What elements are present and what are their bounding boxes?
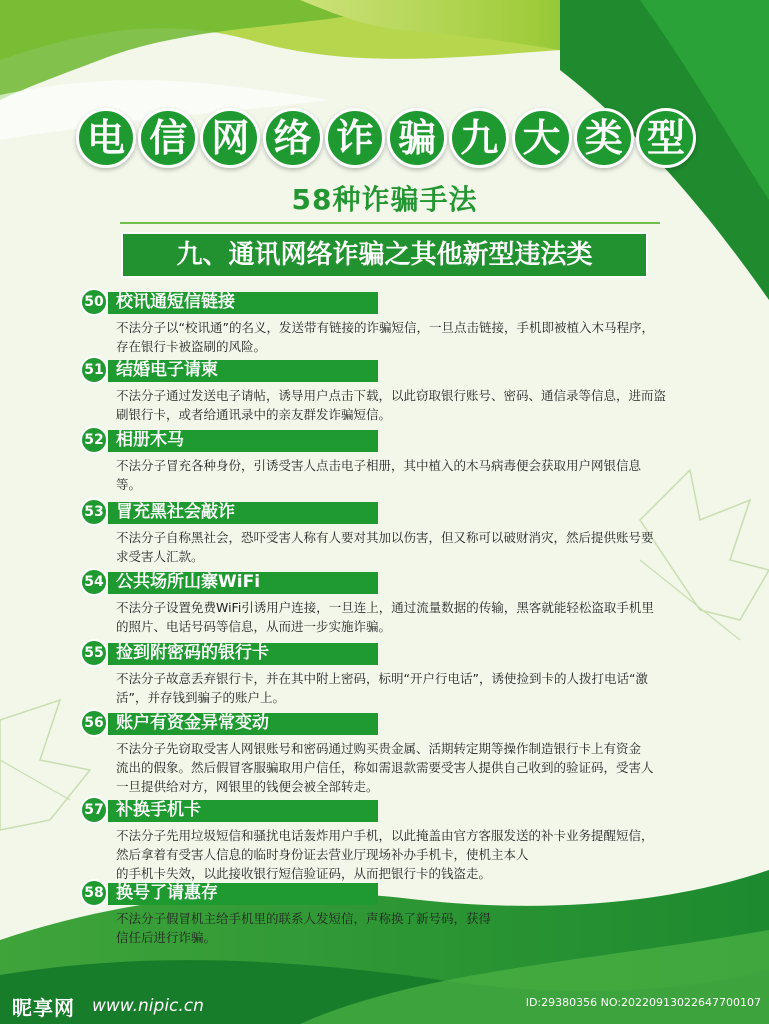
fraud-item (80, 796, 720, 883)
item-description (116, 598, 720, 636)
item-number-badge: 53 (80, 498, 108, 526)
item-number-badge: 51 (80, 356, 108, 384)
title-char: 网 (200, 108, 260, 168)
description-line: 不法分子故意丢弃银行卡，并在其中附上密码，标明“开户行电话”，诱使捡到卡的人拨打电话“激 (116, 671, 648, 686)
description-line: 求受害人汇款。 (116, 549, 204, 564)
watermark-id: ID:29380356 NO:20220913022647700107 (525, 996, 761, 1009)
description-line: 不法分子通过发送电子请帖，诱导用户点击下载，以此窃取银行账号、密码、通信录等信息，进而盗 (116, 388, 667, 403)
description-line: 不法分子先窃取受害人网银账号和密码通过购买贵金属、活期转定期等操作制造银行卡上有资金 (116, 741, 642, 756)
item-number-badge: 55 (80, 639, 108, 667)
item-description (116, 739, 720, 796)
description-line: 不法分子设置免费WiFi引诱用户连接，一旦连上，通过流量数据的传输，黑客就能轻松盗取手机里 (116, 600, 654, 615)
item-description (116, 386, 720, 424)
item-label: 结婚电子请柬 (116, 360, 218, 380)
description-line: 存在银行卡被盗刷的风险。 (116, 339, 267, 354)
item-number-badge: 52 (80, 426, 108, 454)
item-description (116, 456, 720, 494)
fraud-item (80, 426, 720, 494)
main-title (76, 108, 696, 168)
item-number-badge: 57 (80, 796, 108, 824)
fraud-item (80, 356, 720, 424)
description-line: 信任后进行诈骗。 (116, 930, 217, 945)
fraud-item (80, 568, 720, 636)
description-line: 活”，并存钱到骗子的账户上。 (116, 690, 285, 705)
item-label: 相册木马 (116, 430, 184, 450)
description-line: 等。 (116, 477, 142, 492)
item-description (116, 826, 720, 883)
watermark-url: www.nipic.cn (92, 996, 204, 1016)
title-char: 大 (512, 108, 572, 168)
description-line: 不法分子假冒机主给手机里的联系人发短信，声称换了新号码，获得 (116, 911, 492, 926)
item-number-badge: 54 (80, 568, 108, 596)
item-label: 冒充黑社会敲诈 (116, 502, 235, 522)
description-line: 流出的假象。然后假冒客服骗取用户信任，称如需退款需要受害人提供自己收到的验证码，受害人 (116, 760, 654, 775)
description-line: 不法分子先用垃圾短信和骚扰电话轰炸用户手机，以此掩盖由官方客服发送的补卡业务提醒短信， (116, 828, 654, 843)
fraud-item (80, 639, 720, 707)
item-description (116, 318, 720, 356)
item-label: 换号了请惠存 (116, 883, 218, 903)
section-title: 九、通讯网络诈骗之其他新型违法类 (121, 232, 648, 278)
item-label: 捡到附密码的银行卡 (116, 643, 269, 663)
item-description (116, 669, 720, 707)
fraud-item (80, 288, 720, 356)
title-char: 骗 (387, 108, 447, 168)
item-number-badge: 50 (80, 288, 108, 316)
description-line: 一旦提供给对方，网银里的钱便会被全部转走。 (116, 779, 379, 794)
item-description (116, 909, 720, 947)
title-char: 电 (76, 108, 136, 168)
title-char: 类 (574, 108, 634, 168)
item-number-badge: 56 (80, 709, 108, 737)
description-line: 不法分子以“校讯通”的名义，发送带有链接的诈骗短信，一旦点击链接，手机即被植入木马程序， (116, 320, 654, 335)
title-char: 诈 (325, 108, 385, 168)
item-label: 公共场所山寨WiFi (116, 572, 261, 592)
item-number-badge: 58 (80, 879, 108, 907)
title-char: 型 (636, 108, 696, 168)
description-line: 的照片、电话号码等信息，从而进一步实施诈骗。 (116, 619, 392, 634)
fraud-item (80, 879, 720, 947)
fraud-item (80, 709, 720, 796)
title-char: 络 (263, 108, 323, 168)
subtitle: 58种诈骗手法 (291, 183, 478, 216)
fraud-item (80, 498, 720, 566)
title-char: 九 (449, 108, 509, 168)
item-label: 校讯通短信链接 (116, 292, 235, 312)
title-char: 信 (138, 108, 198, 168)
item-description (116, 528, 720, 566)
description-line: 刷银行卡，或者给通讯录中的亲友群发诈骗短信。 (116, 407, 392, 422)
item-label: 补换手机卡 (116, 800, 201, 820)
description-line: 不法分子自称黑社会，恐吓受害人称有人要对其加以伤害，但又称可以破财消灾，然后提供账号要 (116, 530, 654, 545)
description-line: 的手机卡失效，以此接收银行短信验证码，从而把银行卡的钱盗走。 (116, 866, 492, 881)
item-label: 账户有资金异常变动 (116, 713, 269, 733)
watermark-logo: 昵享网 (12, 996, 75, 1020)
subtitle-divider (120, 222, 660, 224)
description-line: 不法分子冒充各种身份，引诱受害人点击电子相册，其中植入的木马病毒便会获取用户网银信息 (116, 458, 642, 473)
description-line: 然后拿着有受害人信息的临时身份证去营业厅现场补办手机卡，使机主本人 (116, 847, 529, 862)
